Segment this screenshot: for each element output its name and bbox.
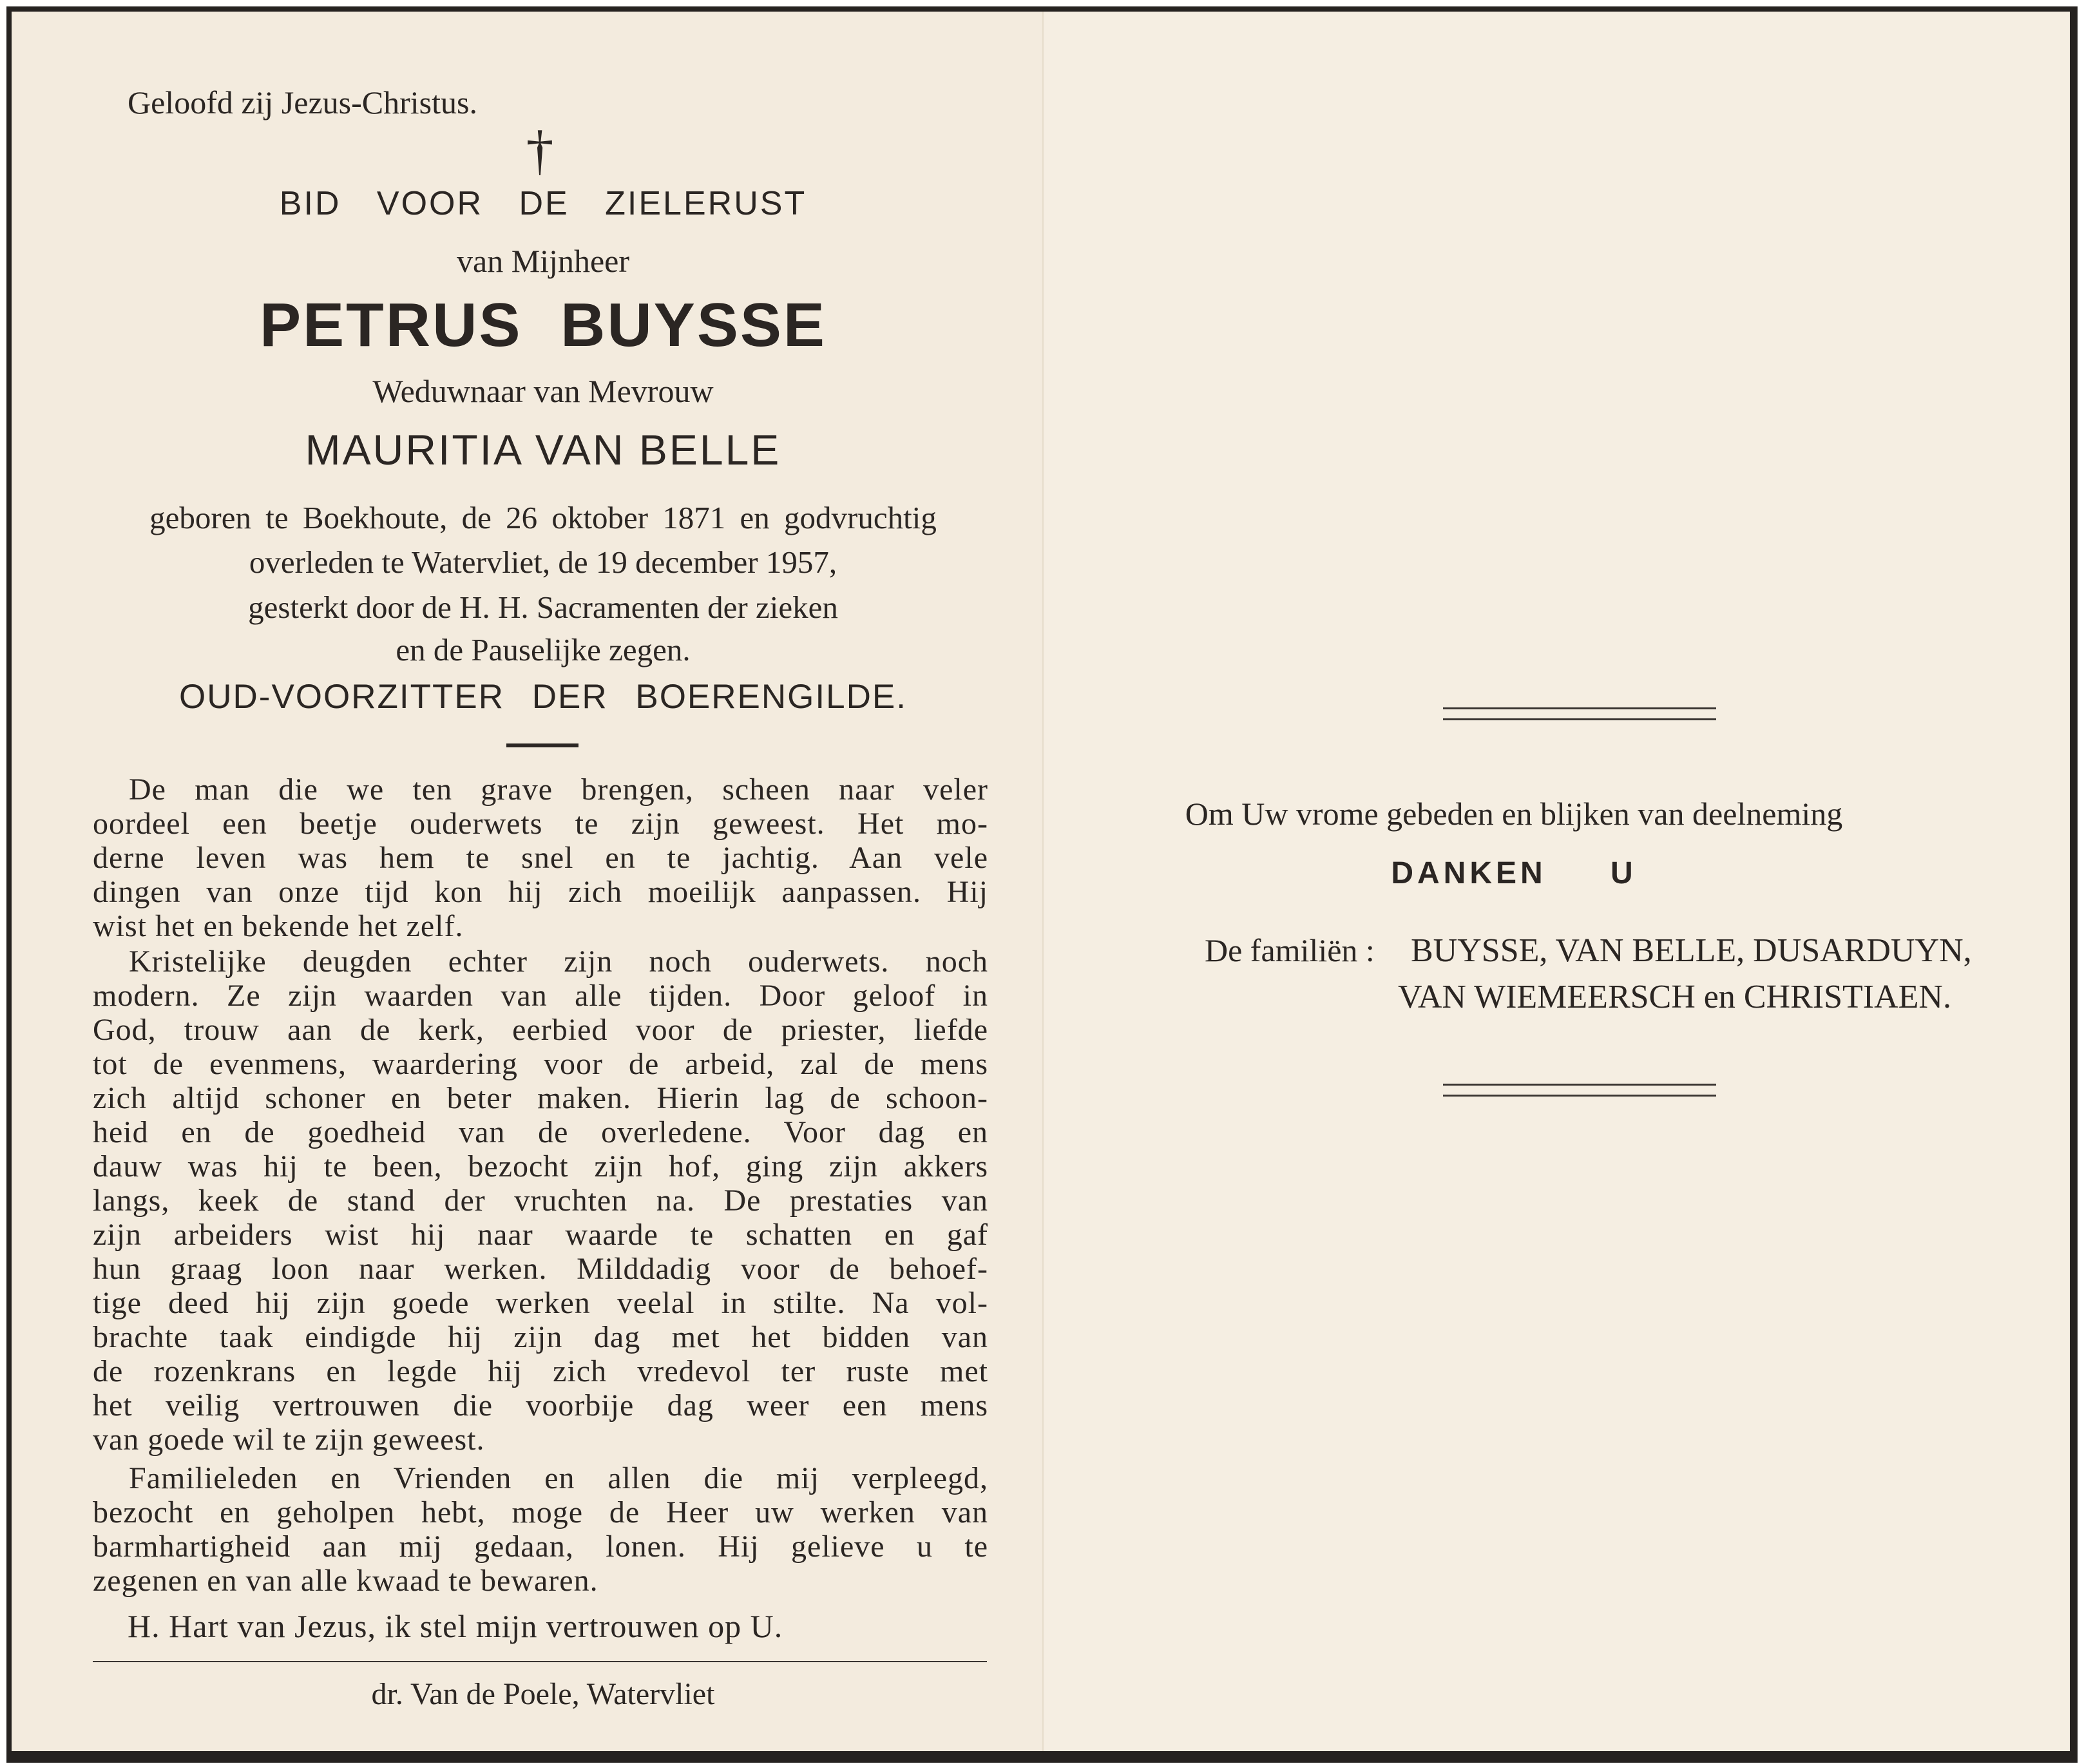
text-line: derne leven was hem te snel en te jachtig. Aan vele	[93, 841, 988, 875]
paragraph-1	[93, 772, 988, 943]
greeting: Geloofd zij Jezus-Christus.	[128, 84, 477, 120]
text-line: God, trouw aan de kerk, eerbied voor de priester, liefde	[93, 1013, 988, 1047]
text-line: zijn arbeiders wist hij naar waarde te schatten en gaf	[93, 1218, 988, 1252]
text-line: tot de evenmens, waardering voor de arbeid, zal de mens	[93, 1047, 988, 1081]
text-line: hun graag loon naar werken. Milddadig voor de behoef-	[93, 1252, 988, 1286]
thanks-text: Om Uw vrome gebeden en blijken van deelneming	[1185, 796, 1843, 832]
text-line: brachte taak eindigde hij zijn dag met het bidden van	[93, 1320, 988, 1354]
thanks-heading: DANKEN U	[1391, 856, 1637, 890]
text-line: tige deed hij zijn goede werken veelal in stilte. Na vol-	[93, 1286, 988, 1320]
double-rule	[1443, 1084, 1716, 1099]
deceased-name: PETRUS BUYSSE	[260, 291, 827, 360]
text-line: langs, keek de stand der vruchten na. De prestaties van	[93, 1184, 988, 1218]
text-line: wist het en bekende het zelf.	[93, 909, 464, 943]
families-names: VAN WIEMEERSCH en CHRISTIAEN.	[1398, 979, 1951, 1015]
right-panel	[1044, 12, 2070, 1751]
text-line: van goede wil te zijn geweest.	[93, 1423, 485, 1457]
text-line: barmhartigheid aan mij gedaan, lonen. Hij gelieve u te	[93, 1529, 988, 1564]
families-label: De familiën :	[1205, 932, 1375, 968]
text-line: De man die we ten grave brengen, scheen naar veler	[129, 772, 988, 807]
double-rule	[1443, 707, 1716, 723]
bio-line: geboren te Boekhoute, de 26 oktober 1871 en godvruchtig	[149, 500, 937, 535]
paragraph-3	[93, 1461, 988, 1598]
text-line: bezocht en geholpen hebt, moge de Heer uw werken van	[93, 1495, 988, 1529]
text-line: modern. Ze zijn waarden van alle tijden. Door geloof in	[93, 979, 988, 1013]
cross-icon: †	[526, 119, 554, 181]
text-line: oordeel een beetje ouderwets te zijn geweest. Het mo-	[93, 807, 988, 841]
honorific: van Mijnheer	[457, 243, 629, 279]
left-panel	[12, 12, 1042, 1751]
spouse-name: MAURITIA VAN BELLE	[305, 426, 781, 474]
widower-line: Weduwnaar van Mevrouw	[372, 373, 714, 409]
closing-prayer: H. Hart van Jezus, ik stel mijn vertrouwen op U.	[128, 1608, 783, 1644]
text-line: heid en de goedheid van de overledene. Voor dag en	[93, 1115, 988, 1149]
text-line: Familieleden en Vrienden en allen die mij verpleegd,	[129, 1461, 988, 1495]
text-line: de rozenkrans en legde hij zich vredevol ter ruste met	[93, 1354, 988, 1388]
bio-line: overleden te Watervliet, de 19 december 1957,	[249, 544, 837, 580]
text-line: zegenen en van alle kwaad te bewaren.	[93, 1564, 598, 1598]
printer-credit: dr. Van de Poele, Watervliet	[371, 1677, 715, 1711]
text-line: het veilig vertrouwen die voorbije dag weer een mens	[93, 1388, 988, 1423]
divider	[506, 743, 578, 747]
text-line: Kristelijke deugden echter zijn noch ouderwets. noch	[129, 944, 988, 979]
paragraph-2	[93, 944, 988, 1457]
bio-line: en de Pauselijke zegen.	[396, 632, 691, 667]
text-line: zich altijd schoner en beter maken. Hierin lag de schoon-	[93, 1081, 988, 1115]
bio-line: gesterkt door de H. H. Sacramenten der zieken	[248, 590, 838, 625]
text-line: dauw was hij te been, bezocht zijn hof, ging zijn akkers	[93, 1149, 988, 1184]
divider	[93, 1661, 987, 1662]
role-title: OUD-VOORZITTER DER BOERENGILDE.	[179, 678, 907, 716]
families-names: BUYSSE, VAN BELLE, DUSARDUYN,	[1411, 932, 1972, 969]
memorial-card	[6, 6, 2078, 1763]
text-line: dingen van onze tijd kon hij zich moeilijk aanpassen. Hij	[93, 875, 988, 909]
prayer-heading: BID VOOR DE ZIELERUST	[279, 185, 807, 222]
